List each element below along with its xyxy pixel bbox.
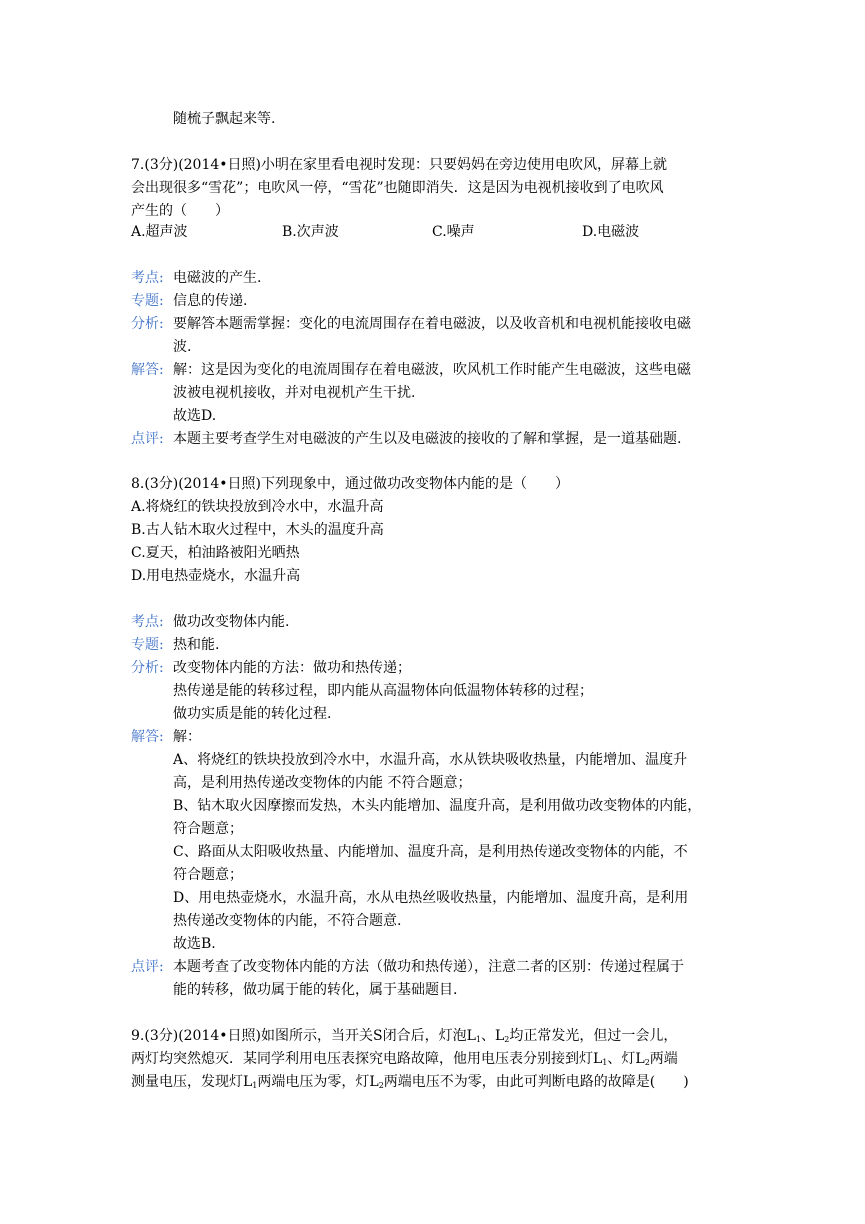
q9-text: 两端电压不为零，由此可判断电路的故障是( ) <box>383 1074 689 1090</box>
q7-stem-line-1: 7.(3分)(2014•日照)小明在家里看电视时发现：只要妈妈在旁边使用电吹风，屏幕上就 <box>131 157 667 173</box>
q9-text: 两灯均突然熄灭．某同学利用电压表探究电路故障，他用电压表分别接到灯L <box>131 1051 603 1067</box>
q8-zhuanti-label: 专题: <box>131 637 164 653</box>
q9-text: 均正常发光，但过一会儿， <box>509 1028 678 1044</box>
q7-fenxi-line-2: 波. <box>173 339 192 355</box>
q9-text: 、灯L <box>607 1051 645 1067</box>
q8-jieda-line: 符合题意； <box>173 821 243 837</box>
q8-jieda-label: 解答: <box>131 729 164 745</box>
q9-text: 两端电压为零，灯L <box>257 1074 379 1090</box>
q7-option-a: A.超声波 <box>131 224 188 240</box>
q7-fenxi-line-1: 要解答本题需掌握：变化的电流周围存在着电磁波，以及收音机和电视机能接收电磁 <box>173 316 691 332</box>
subscript: 1 <box>252 1081 258 1090</box>
q7-kaodian: 电磁波的产生. <box>173 270 262 286</box>
q7-jieda-line-3: 故选D. <box>173 408 217 424</box>
q8-dianping-line-1: 本题考查了改变物体内能的方法（做功和热传递），注意二者的区别：传递过程属于 <box>173 959 684 975</box>
q8-jieda-line: D、用电热壶烧水，水温升高，水从电热丝吸收热量，内能增加、温度升高，是利用 <box>173 890 689 906</box>
q8-jieda-line: C、路面从太阳吸收热量、内能增加、温度升高，是利用热传递改变物体的内能，不 <box>173 844 688 860</box>
q8-fenxi-line-1: 改变物体内能的方法：做功和热传递； <box>173 660 411 676</box>
q9-stem-line-2 <box>131 1049 678 1073</box>
previous-answer-tail: 随梳子飘起来等. <box>173 111 276 127</box>
q7-option-d: D.电磁波 <box>582 224 640 240</box>
q8-jieda-line: A、将烧红的铁块投放到冷水中，水温升高，水从铁块吸收热量，内能增加、温度升 <box>173 752 688 768</box>
q7-dianping-label: 点评: <box>131 431 164 447</box>
q8-jieda-head: 解： <box>173 729 201 745</box>
q7-option-b: B.次声波 <box>282 224 339 240</box>
q7-fenxi-label: 分析: <box>131 316 164 332</box>
q8-kaodian: 做功改变物体内能. <box>173 614 290 630</box>
q9-stem-line-3 <box>131 1072 689 1096</box>
q7-jieda-label: 解答: <box>131 362 164 378</box>
q8-fenxi-label: 分析: <box>131 660 164 676</box>
q7-jieda-line-1: 解：这是因为变化的电流周围存在着电磁波，吹风机工作时能产生电磁波，这些电磁 <box>173 362 691 378</box>
q8-fenxi-line-2: 热传递是能的转移过程，即内能从高温物体向低温物体转移的过程； <box>173 683 593 699</box>
q8-dianping-label: 点评: <box>131 959 164 975</box>
q8-option-b: B.古人钻木取火过程中，木头的温度升高 <box>131 522 384 538</box>
q8-option-c: C.夏天，柏油路被阳光晒热 <box>131 545 300 561</box>
q9-text: 、L <box>480 1028 505 1044</box>
q9-text: 两端 <box>649 1051 678 1067</box>
q8-option-d: D.用电热壶烧水，水温升高 <box>131 568 301 584</box>
subscript: 1 <box>602 1058 608 1067</box>
q8-zhuanti: 热和能. <box>173 637 220 653</box>
q8-jieda-line: 符合题意； <box>173 867 243 883</box>
q8-kaodian-label: 考点: <box>131 614 164 630</box>
q8-dianping-line-2: 能的转移，做功属于能的转化，属于基础题目. <box>173 982 458 998</box>
q7-stem-line-3: 产生的（ ） <box>131 203 229 219</box>
q9-text: 9.(3分)(2014•日照)如图所示，当开关S闭合后，灯泡L <box>131 1028 476 1044</box>
q7-jieda-line-2: 波被电视机接收，并对电视机产生干扰. <box>173 385 416 401</box>
q7-zhuanti-label: 专题: <box>131 293 164 309</box>
subscript: 1 <box>475 1035 481 1044</box>
q8-jieda-line: 故选B. <box>173 936 216 952</box>
subscript: 2 <box>378 1081 384 1090</box>
subscript: 2 <box>644 1058 650 1067</box>
q7-zhuanti: 信息的传递. <box>173 293 248 309</box>
q7-stem-line-2: 会出现很多“雪花”；电吹风一停，“雪花”也随即消失．这是因为电视机接收到了电吹风 <box>131 180 664 196</box>
q7-option-c: C.噪声 <box>432 224 475 240</box>
q8-jieda-line: 高，是利用热传递改变物体的内能 不符合题意； <box>173 775 472 791</box>
q8-option-a: A.将烧红的铁块投放到冷水中，水温升高 <box>131 499 384 515</box>
q8-fenxi-line-3: 做功实质是能的转化过程. <box>173 706 332 722</box>
q8-jieda-line: 热传递改变物体的内能，不符合题意. <box>173 913 402 929</box>
q8-jieda-line: B、钻木取火因摩擦而发热，木头内能增加、温度升高，是利用做功改变物体的内能， <box>173 798 702 814</box>
q7-dianping: 本题主要考查学生对电磁波的产生以及电磁波的接收的了解和掌握，是一道基础题. <box>173 431 682 447</box>
q7-kaodian-label: 考点: <box>131 270 164 286</box>
subscript: 2 <box>504 1035 510 1044</box>
q8-stem: 8.(3分)(2014•日照)下列现象中，通过做功改变物体内能的是（ ） <box>131 476 569 492</box>
q9-text: 测量电压，发现灯L <box>131 1074 253 1090</box>
q9-stem-line-1 <box>131 1026 677 1050</box>
